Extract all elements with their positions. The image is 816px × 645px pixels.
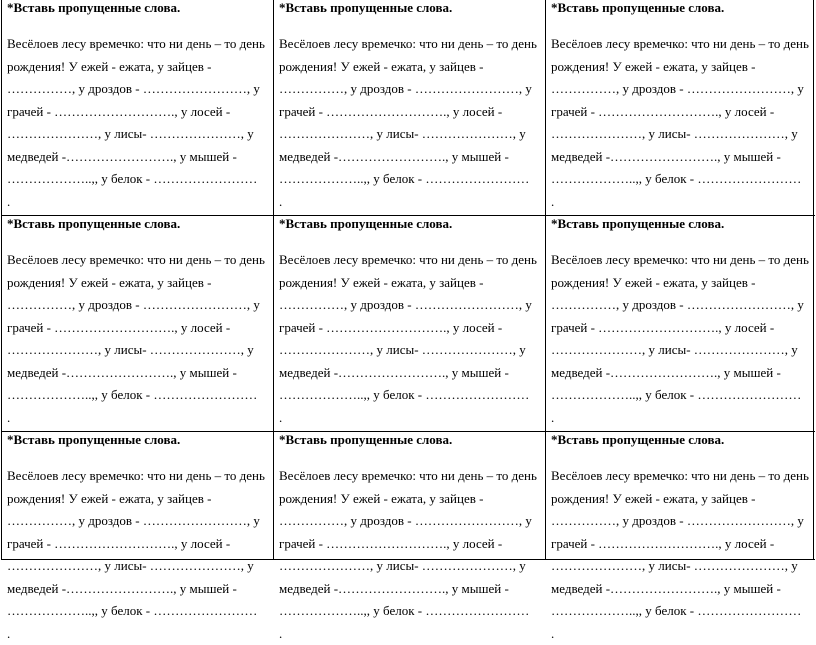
text-line: …………………, у лисы- …………………, у xyxy=(551,123,811,146)
text-line: . xyxy=(551,191,811,214)
text-line: ………………..,, у белок - …………………… xyxy=(551,384,811,407)
text-line: …………………, у лисы- …………………, у xyxy=(7,339,269,362)
text-line: ……………, у дроздов - ……………………, у xyxy=(279,294,541,317)
exercise-card xyxy=(546,0,815,216)
text-line: медведей -……………………., у мышей - xyxy=(7,578,269,601)
exercise-title: *Вставь пропущенные слова. xyxy=(551,432,811,448)
exercise-title: *Вставь пропущенные слова. xyxy=(7,216,269,232)
exercise-text xyxy=(7,465,269,645)
text-line: ……………, у дроздов - ……………………, у xyxy=(7,510,269,533)
text-line: ………………..,, у белок - …………………… xyxy=(279,600,541,623)
text-line: медведей -……………………., у мышей - xyxy=(551,578,811,601)
text-line: . xyxy=(279,623,541,645)
exercise-text xyxy=(279,465,541,645)
text-line: грачей - ………………………., у лосей - xyxy=(7,533,269,556)
exercise-text xyxy=(551,465,811,645)
exercise-text xyxy=(551,249,811,429)
exercise-text xyxy=(279,33,541,213)
text-line: Весёлоев лесу времечко: что ни день – то день xyxy=(7,465,269,488)
exercise-card xyxy=(2,216,274,432)
text-line: ………………..,, у белок - …………………… xyxy=(7,600,269,623)
text-line: ………………..,, у белок - …………………… xyxy=(7,168,269,191)
text-line: Весёлоев лесу времечко: что ни день – то день xyxy=(551,465,811,488)
exercise-card xyxy=(274,0,546,216)
exercise-card xyxy=(2,432,274,560)
text-line: ………………..,, у белок - …………………… xyxy=(551,600,811,623)
text-line: ……………, у дроздов - ……………………, у xyxy=(279,510,541,533)
exercise-title: *Вставь пропущенные слова. xyxy=(551,0,811,16)
exercise-card xyxy=(546,216,815,432)
text-line: …………………, у лисы- …………………, у xyxy=(551,555,811,578)
text-line: грачей - ………………………., у лосей - xyxy=(551,533,811,556)
text-line: рождения! У ежей - ежата, у зайцев - xyxy=(7,56,269,79)
text-line: грачей - ………………………., у лосей - xyxy=(551,317,811,340)
text-line: медведей -……………………., у мышей - xyxy=(279,578,541,601)
text-line: . xyxy=(551,407,811,430)
exercise-card xyxy=(274,216,546,432)
exercise-title: *Вставь пропущенные слова. xyxy=(7,0,269,16)
text-line: рождения! У ежей - ежата, у зайцев - xyxy=(551,272,811,295)
text-line: . xyxy=(7,407,269,430)
text-line: медведей -……………………., у мышей - xyxy=(7,146,269,169)
text-line: медведей -……………………., у мышей - xyxy=(279,146,541,169)
text-line: грачей - ………………………., у лосей - xyxy=(551,101,811,124)
text-line: …………………, у лисы- …………………, у xyxy=(551,339,811,362)
exercise-text xyxy=(7,249,269,429)
text-line: рождения! У ежей - ежата, у зайцев - xyxy=(7,488,269,511)
exercise-card xyxy=(2,0,274,216)
text-line: рождения! У ежей - ежата, у зайцев - xyxy=(551,56,811,79)
text-line: Весёлоев лесу времечко: что ни день – то день xyxy=(7,249,269,272)
text-line: медведей -……………………., у мышей - xyxy=(551,146,811,169)
exercise-title: *Вставь пропущенные слова. xyxy=(7,432,269,448)
exercise-title: *Вставь пропущенные слова. xyxy=(279,216,541,232)
text-line: Весёлоев лесу времечко: что ни день – то день xyxy=(551,249,811,272)
text-line: рождения! У ежей - ежата, у зайцев - xyxy=(279,272,541,295)
text-line: грачей - ………………………., у лосей - xyxy=(7,317,269,340)
text-line: …………………, у лисы- …………………, у xyxy=(279,339,541,362)
text-line: …………………, у лисы- …………………, у xyxy=(7,555,269,578)
text-line: грачей - ………………………., у лосей - xyxy=(7,101,269,124)
text-line: ………………..,, у белок - …………………… xyxy=(279,168,541,191)
exercise-text xyxy=(7,33,269,213)
text-line: Весёлоев лесу времечко: что ни день – то день xyxy=(279,465,541,488)
text-line: медведей -……………………., у мышей - xyxy=(279,362,541,385)
text-line: грачей - ………………………., у лосей - xyxy=(279,101,541,124)
text-line: медведей -……………………., у мышей - xyxy=(7,362,269,385)
text-line: Весёлоев лесу времечко: что ни день – то день xyxy=(551,33,811,56)
text-line: . xyxy=(551,623,811,645)
exercise-text xyxy=(279,249,541,429)
text-line: ……………, у дроздов - ……………………, у xyxy=(279,78,541,101)
exercise-title: *Вставь пропущенные слова. xyxy=(279,432,541,448)
text-line: . xyxy=(279,407,541,430)
text-line: Весёлоев лесу времечко: что ни день – то день xyxy=(7,33,269,56)
text-line: …………………, у лисы- …………………, у xyxy=(279,123,541,146)
text-line: ……………, у дроздов - ……………………, у xyxy=(7,78,269,101)
text-line: рождения! У ежей - ежата, у зайцев - xyxy=(551,488,811,511)
text-line: ………………..,, у белок - …………………… xyxy=(551,168,811,191)
text-line: ……………, у дроздов - ……………………, у xyxy=(551,78,811,101)
text-line: …………………, у лисы- …………………, у xyxy=(279,555,541,578)
text-line: рождения! У ежей - ежата, у зайцев - xyxy=(7,272,269,295)
text-line: ……………, у дроздов - ……………………, у xyxy=(551,510,811,533)
text-line: . xyxy=(7,623,269,645)
text-line: медведей -……………………., у мышей - xyxy=(551,362,811,385)
text-line: Весёлоев лесу времечко: что ни день – то день xyxy=(279,33,541,56)
text-line: грачей - ………………………., у лосей - xyxy=(279,533,541,556)
text-line: . xyxy=(7,191,269,214)
text-line: рождения! У ежей - ежата, у зайцев - xyxy=(279,56,541,79)
exercise-title: *Вставь пропущенные слова. xyxy=(551,216,811,232)
exercise-title: *Вставь пропущенные слова. xyxy=(279,0,541,16)
exercise-card xyxy=(274,432,546,560)
text-line: рождения! У ежей - ежата, у зайцев - xyxy=(279,488,541,511)
text-line: ……………, у дроздов - ……………………, у xyxy=(551,294,811,317)
exercise-grid xyxy=(1,0,814,560)
text-line: ……………, у дроздов - ……………………, у xyxy=(7,294,269,317)
text-line: …………………, у лисы- …………………, у xyxy=(7,123,269,146)
exercise-text xyxy=(551,33,811,213)
exercise-card xyxy=(546,432,815,560)
text-line: ………………..,, у белок - …………………… xyxy=(7,384,269,407)
text-line: ………………..,, у белок - …………………… xyxy=(279,384,541,407)
text-line: Весёлоев лесу времечко: что ни день – то день xyxy=(279,249,541,272)
text-line: . xyxy=(279,191,541,214)
text-line: грачей - ………………………., у лосей - xyxy=(279,317,541,340)
